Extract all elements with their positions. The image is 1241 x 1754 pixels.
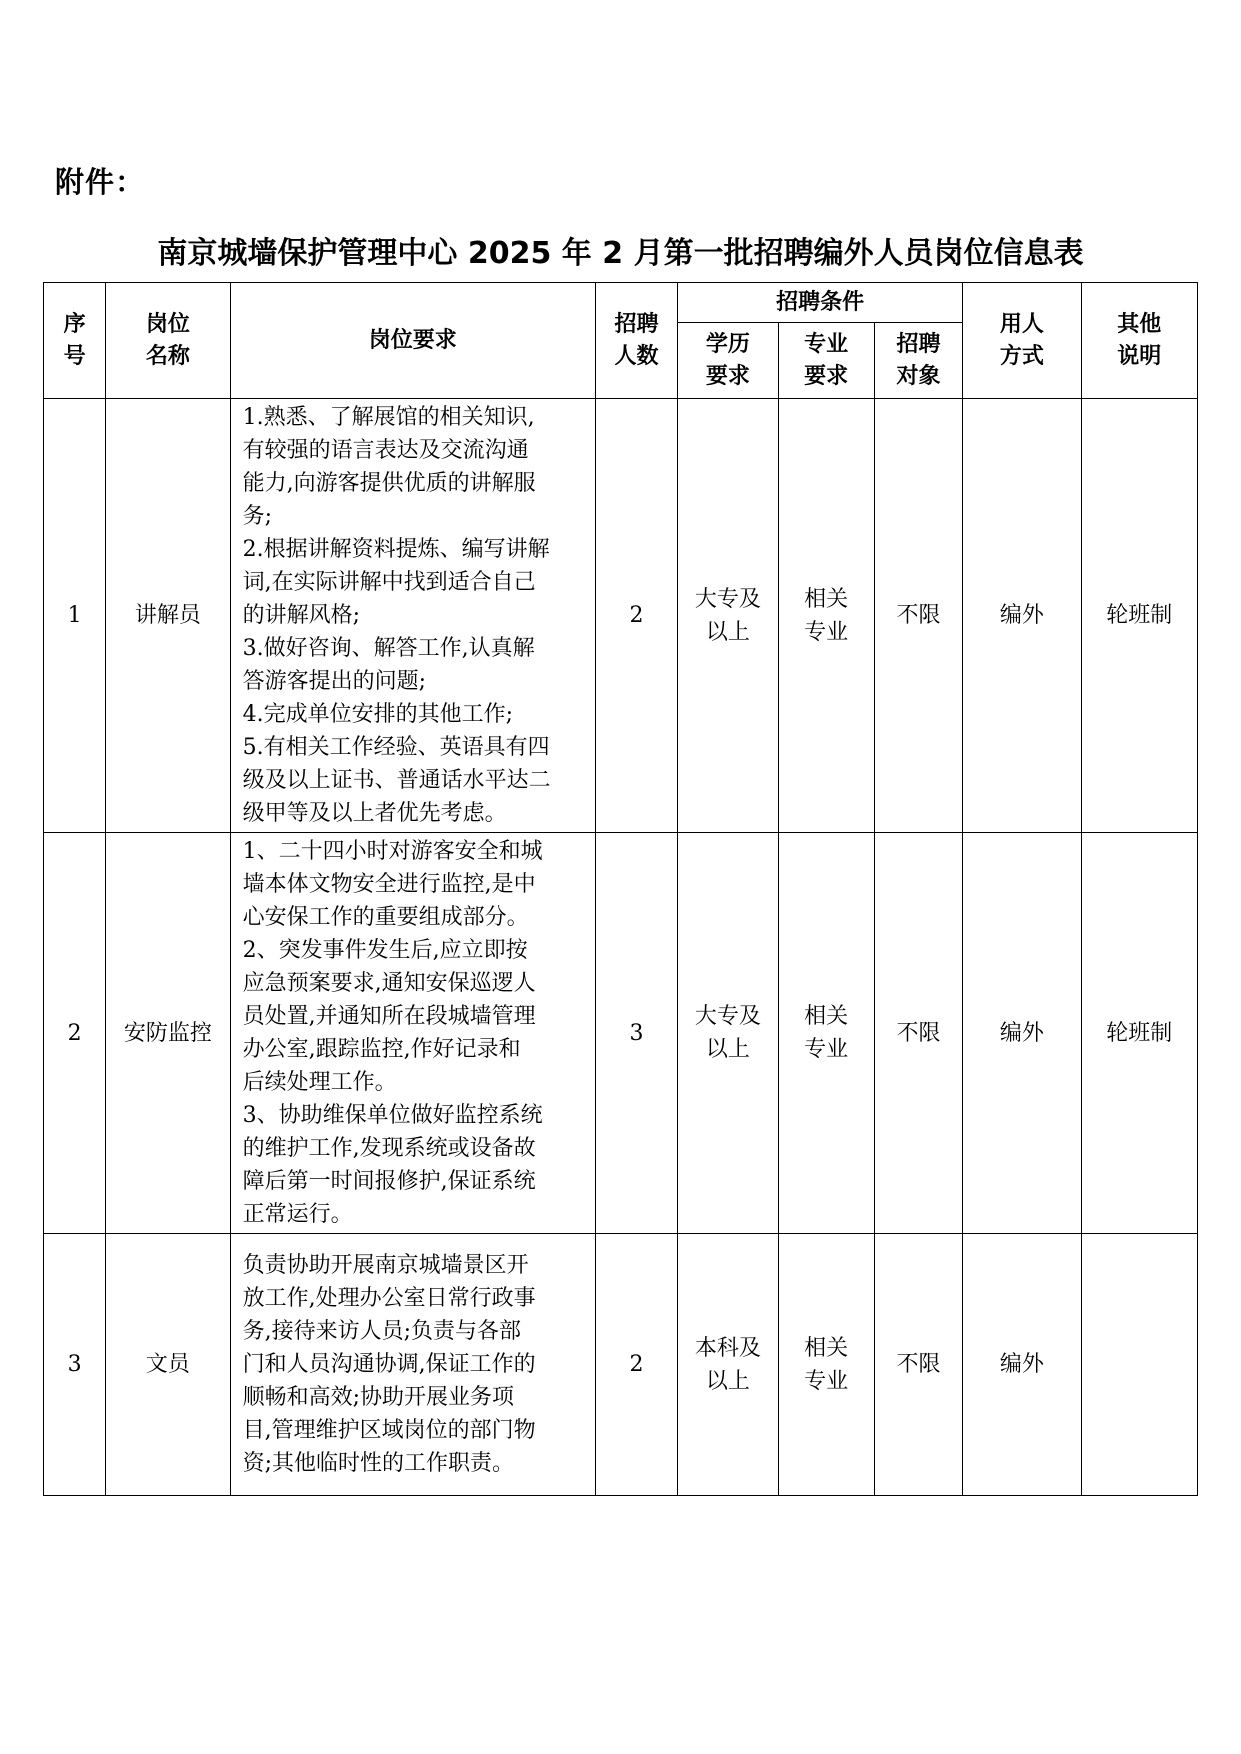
requirement-line: 级及以上证书、普通话水平达二 [242,768,551,793]
requirement-line: 放工作,处理办公室日常行政事 [242,1286,536,1311]
table-row [44,399,1198,833]
header-seq-line: 号 [63,343,86,369]
header-target [874,323,962,399]
header-conditions-group: 招聘条件 [678,283,963,323]
requirement-line: 目,管理维护区域岗位的部门物 [242,1418,536,1443]
education-line: 以上 [705,1037,750,1062]
header-other-notes [1081,283,1197,399]
cell-target: 不限 [874,1234,962,1496]
major-line: 相关 [804,1004,849,1029]
requirement-line: 答游客提出的问题; [242,669,427,694]
header-major-line: 要求 [804,363,849,389]
header-position-name-line: 岗位 [145,311,190,337]
requirement-line: 2.根据讲解资料提炼、编写讲解 [242,537,550,562]
cell-other-notes: 轮班制 [1081,399,1197,833]
cell-requirements [230,833,595,1234]
requirement-line: 负责协助开展南京城墙景区开 [242,1253,529,1278]
cell-employment-type: 编外 [963,1234,1081,1496]
cell-other-notes: 轮班制 [1081,833,1197,1234]
cell-headcount: 2 [595,1234,677,1496]
cell-seq: 3 [44,1234,106,1496]
requirement-line: 顺畅和高效;协助开展业务项 [242,1385,515,1410]
header-headcount-line: 人数 [614,343,659,369]
header-headcount-line: 招聘 [614,311,659,337]
header-position-name-line: 名称 [145,343,190,369]
requirement-line: 的维护工作,发现系统或设备故 [242,1136,536,1161]
cell-major [778,399,874,833]
cell-seq: 2 [44,833,106,1234]
education-line: 大专及 [694,1004,761,1029]
attachment-label: 附件： [55,165,146,199]
header-education-line: 学历 [705,331,750,357]
requirement-line: 务,接待来访人员;负责与各部 [242,1319,522,1344]
requirement-line: 墙本体文物安全进行监控,是中 [242,872,536,897]
header-major-line: 专业 [804,331,849,357]
cell-education [678,399,778,833]
education-line: 大专及 [694,586,761,612]
education-line: 以上 [705,619,750,645]
cell-major [778,833,874,1234]
header-major [778,323,874,399]
header-other-notes-line: 其他 [1117,311,1162,337]
major-line: 专业 [804,1368,849,1394]
cell-education [678,833,778,1234]
requirement-line: 1、二十四小时对游客安全和城 [242,839,543,864]
requirement-line: 能力,向游客提供优质的讲解服 [242,471,536,496]
header-target-line: 招聘 [896,331,941,357]
cell-education [678,1234,778,1496]
table-row [44,833,1198,1234]
requirement-line: 词,在实际讲解中找到适合自己 [242,570,536,595]
cell-seq: 1 [44,399,106,833]
header-seq-line: 序 [63,311,86,337]
requirement-line: 2、突发事件发生后,应立即按 [242,938,528,963]
requirement-line: 心安保工作的重要组成部分。 [242,905,529,930]
cell-headcount: 3 [595,833,677,1234]
requirement-line: 员处置,并通知所在段城墙管理 [242,1004,536,1029]
requirement-line: 4.完成单位安排的其他工作; [242,702,514,727]
requirement-line: 3、协助维保单位做好监控系统 [242,1103,543,1128]
requirement-line: 办公室,跟踪监控,作好记录和 [242,1037,521,1062]
requirement-line: 有较强的语言表达及交流沟通 [242,438,529,463]
major-line: 相关 [804,586,849,612]
requirement-line: 正常运行。 [242,1202,353,1227]
requirement-line: 应急预案要求,通知安保巡逻人 [242,971,536,996]
header-employment-type-line: 方式 [999,343,1044,369]
cell-position: 讲解员 [106,399,230,833]
header-employment-type [963,283,1081,399]
cell-major [778,1234,874,1496]
cell-requirements [230,1234,595,1496]
document-title: 南京城墙保护管理中心 2025 年 2 月第一批招聘编外人员岗位信息表 [157,236,1084,271]
cell-position: 文员 [106,1234,230,1496]
requirement-line: 务; [242,504,273,529]
requirement-line: 3.做好咨询、解答工作,认真解 [242,636,535,661]
header-requirements: 岗位要求 [230,283,595,399]
requirement-line: 5.有相关工作经验、英语具有四 [242,735,550,760]
table-row [44,1234,1198,1496]
cell-position: 安防监控 [106,833,230,1234]
header-position-name [106,283,230,399]
major-line: 专业 [804,619,849,645]
requirement-line: 障后第一时间报修护,保证系统 [242,1169,536,1194]
education-line: 以上 [705,1368,750,1394]
cell-other-notes [1081,1234,1197,1496]
cell-requirements [230,399,595,833]
requirement-line: 1.熟悉、了解展馆的相关知识, [242,405,535,430]
cell-employment-type: 编外 [963,833,1081,1234]
cell-headcount: 2 [595,399,677,833]
job-info-table [43,282,1198,1496]
requirement-line: 门和人员沟通协调,保证工作的 [242,1352,536,1377]
cell-target: 不限 [874,399,962,833]
requirement-line: 级甲等及以上者优先考虑。 [242,801,507,826]
cell-employment-type: 编外 [963,399,1081,833]
education-line: 本科及 [694,1335,761,1361]
header-employment-type-line: 用人 [999,311,1044,337]
requirement-line: 资;其他临时性的工作职责。 [242,1451,515,1476]
major-line: 相关 [804,1335,849,1361]
cell-target: 不限 [874,833,962,1234]
header-row-top [44,283,1198,323]
header-target-line: 对象 [896,363,941,389]
requirement-line: 的讲解风格; [242,603,361,628]
header-seq [44,283,106,399]
major-line: 专业 [804,1037,849,1062]
header-education-line: 要求 [705,363,750,389]
header-other-notes-line: 说明 [1117,343,1162,369]
header-headcount [595,283,677,399]
requirement-line: 后续处理工作。 [242,1070,397,1095]
header-education [678,323,778,399]
